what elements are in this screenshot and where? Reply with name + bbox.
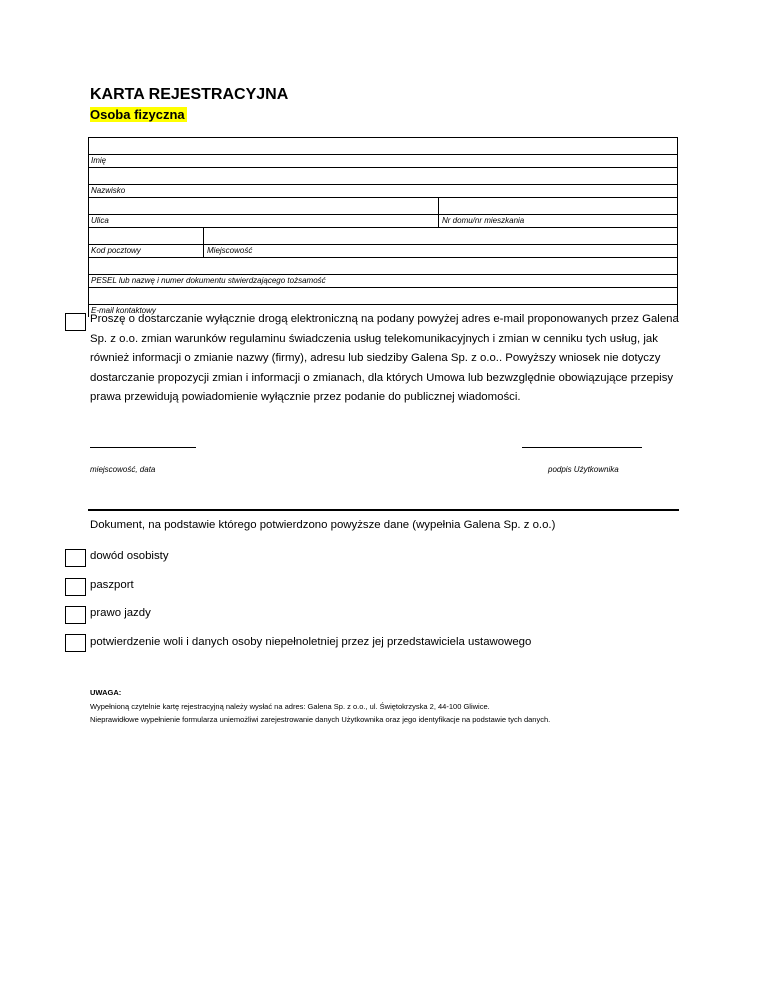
consent-checkbox[interactable] [65, 313, 86, 331]
note-title: UWAGA: [90, 688, 122, 697]
passport-label: paszport [90, 579, 134, 591]
driving-license-label: prawo jazdy [90, 607, 151, 619]
first-name-label: Imię [91, 156, 107, 165]
place-date-line [90, 447, 196, 448]
postal-code-label: Kod pocztowy [91, 246, 141, 255]
note-line-2: Nieprawidłowe wypełnienie formularza uniemożliwi zarejestrowanie danych Użytkownika oraz jego identyfikacje na podstawie tych danych. [90, 715, 551, 724]
guardian-confirmation-label: potwierdzenie woli i danych osoby niepełnoletniej przez jej przedstawiciela ustawowego [90, 636, 532, 648]
page-title: KARTA REJESTRACYJNA [90, 86, 289, 103]
document-heading: Dokument, na podstawie którego potwierdzono powyższe dane (wypełnia Galena Sp. z o.o.) [90, 519, 556, 531]
consent-text: Proszę o dostarczanie wyłącznie drogą elektroniczną na podany powyżej adres e-mail proponowanych przez Galena Sp. z o.o. zmian warunków regulaminu świadczenia usług telekomunikacyjnych i zmian w cenniku tych usług, jak również informacji o zmianie nazwy (firmy), adresu lub siedziby Galena Sp. z o.o.. Powyższy wniosek nie dotyczy dostarczanie propozycji zmian i informacji o zmianach, dla których Umowa lub bezwzględnie obowiązujące przepisy prawa przewidują powiadomienie wyłącznie przez podanie do publicznej wiadomości. [90, 313, 679, 403]
user-signature-label: podpis Użytkownika [548, 465, 619, 474]
street-field[interactable] [88, 197, 678, 214]
driving-license-checkbox[interactable] [65, 606, 86, 624]
first-name-field[interactable] [88, 137, 678, 154]
pesel-field[interactable] [88, 257, 678, 274]
postal-code-field[interactable] [88, 227, 678, 244]
house-number-label: Nr domu/nr mieszkania [442, 216, 525, 225]
id-card-checkbox[interactable] [65, 549, 86, 567]
note-line-1: Wypełnioną czytelnie kartę rejestracyjną należy wysłać na adres: Galena Sp. z o.o., ul. Świętokrzyska 2, 44-100 Gliwice. [90, 702, 490, 711]
last-name-field[interactable] [88, 167, 678, 184]
page-subtitle: Osoba fizyczna [90, 107, 185, 122]
passport-checkbox[interactable] [65, 578, 86, 596]
street-label: Ulica [91, 216, 109, 225]
email-field[interactable] [88, 287, 678, 304]
city-label: Miejscowość [207, 246, 253, 255]
email-label: E-mail kontaktowy [91, 306, 156, 315]
id-card-label: dowód osobisty [90, 550, 169, 562]
place-date-label: miejscowość, data [90, 465, 156, 474]
registration-form [88, 137, 678, 317]
guardian-confirmation-checkbox[interactable] [65, 634, 86, 652]
section-divider [88, 509, 679, 511]
pesel-label: PESEL lub nazwę i numer dokumentu stwierdzającego tożsamość [91, 276, 326, 285]
last-name-label: Nazwisko [91, 186, 126, 195]
note-text [90, 700, 670, 726]
signature-line [522, 447, 642, 448]
